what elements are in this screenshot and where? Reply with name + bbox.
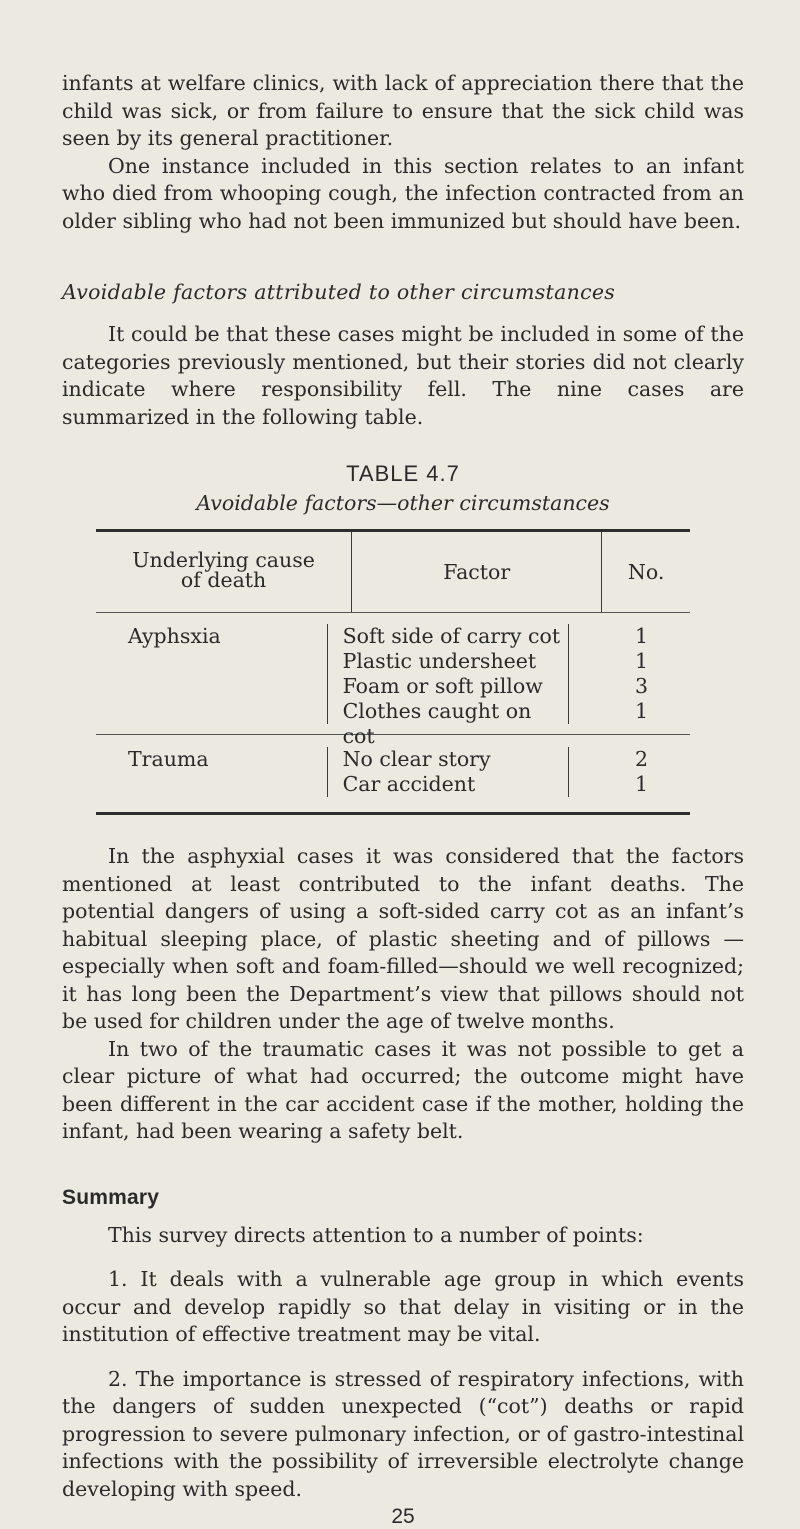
number-item: 1 bbox=[634, 624, 649, 648]
factor-cell bbox=[327, 624, 568, 748]
page-number: 25 bbox=[391, 1505, 415, 1528]
header-cause-line2: of death bbox=[180, 568, 267, 592]
number-cell bbox=[568, 747, 690, 797]
table-row bbox=[96, 613, 690, 748]
number-item: 1 bbox=[634, 649, 649, 673]
header-number: No. bbox=[601, 532, 690, 612]
number-item: 3 bbox=[634, 674, 649, 698]
cause-cell bbox=[96, 624, 327, 724]
number-cell bbox=[568, 624, 690, 724]
section-heading-other-circumstances: Avoidable factors attributed to other circumstances bbox=[62, 280, 616, 304]
factor-item: Plastic undersheet bbox=[342, 649, 537, 673]
summary-heading: Summary bbox=[62, 1185, 160, 1209]
cause-asphyxia: Ayphsxia bbox=[128, 624, 221, 648]
table-header-row bbox=[96, 532, 690, 612]
continuation-paragraph: infants at welfare clinics, with lack of appreciation there that the child was sick, or from failure to ensure that the sick child was seen by its general practitioner. bbox=[62, 71, 744, 150]
summary-point-2: 2. The importance is stressed of respiratory infections, with the dangers of sudden unexpected (“cot”) deaths or rapid progression to severe pulmonary infection, or of gastro-intestinal infections with the possibility of irreversible electrolyte change developing with speed. bbox=[62, 1366, 744, 1501]
table-row bbox=[96, 735, 690, 812]
other-circumstances-paragraph: It could be that these cases might be included in some of the categories previously mentioned, but their stories did not clearly indicate where responsibility fell. The nine cases are summarized in the following table. bbox=[62, 322, 744, 429]
table-subtitle: Avoidable factors—other circumstances bbox=[196, 491, 610, 515]
document-page bbox=[62, 70, 744, 1529]
table-bottom-rule bbox=[96, 812, 690, 815]
whooping-cough-paragraph: One instance included in this section relates to an infant who died from whooping cough, the infection contracted from an older sibling who had not been immunized but should have been. bbox=[62, 153, 744, 233]
header-cause-line1: Underlying cause bbox=[132, 548, 315, 572]
header-factor: Factor bbox=[351, 532, 601, 612]
traumatic-paragraph: In two of the traumatic cases it was not possible to get a clear picture of what had occurred; the outcome might have been different in the car accident case if the mother, holding the infant, had been wearing a safety belt. bbox=[62, 1036, 744, 1143]
table-title: TABLE 4.7 bbox=[346, 461, 460, 486]
factor-item: Soft side of carry cot bbox=[342, 624, 561, 648]
header-underlying-cause bbox=[96, 532, 351, 612]
factor-item: Car accident bbox=[342, 772, 476, 796]
avoidable-factors-table bbox=[96, 529, 690, 815]
asphyxial-paragraph: In the asphyxial cases it was considered that the factors mentioned at least contributed to the infant deaths. The potential dangers of using a soft-sided carry cot as an infant’s habitual sleeping place, of plastic sheeting and of pillows —especially when soft and foam-filled—should we well recognized; it has long been the Department’s view that pillows should not be used for children under the age of twelve months. bbox=[62, 844, 744, 1033]
summary-lead: This survey directs attention to a number of points: bbox=[108, 1222, 644, 1247]
number-item: 1 bbox=[634, 699, 649, 723]
number-item: 1 bbox=[634, 772, 649, 796]
factor-cell bbox=[327, 747, 568, 797]
factor-item: Clothes caught on cot bbox=[342, 699, 532, 748]
cause-cell bbox=[96, 747, 327, 797]
factor-item: No clear story bbox=[342, 747, 491, 771]
factor-item: Foam or soft pillow bbox=[342, 674, 543, 698]
number-item: 2 bbox=[634, 747, 649, 771]
summary-point-1: 1. It deals with a vulnerable age group in which events occur and develop rapidly so that delay in visiting or in the institution of effective treatment may be vital. bbox=[62, 1267, 744, 1346]
cause-trauma: Trauma bbox=[128, 747, 209, 771]
